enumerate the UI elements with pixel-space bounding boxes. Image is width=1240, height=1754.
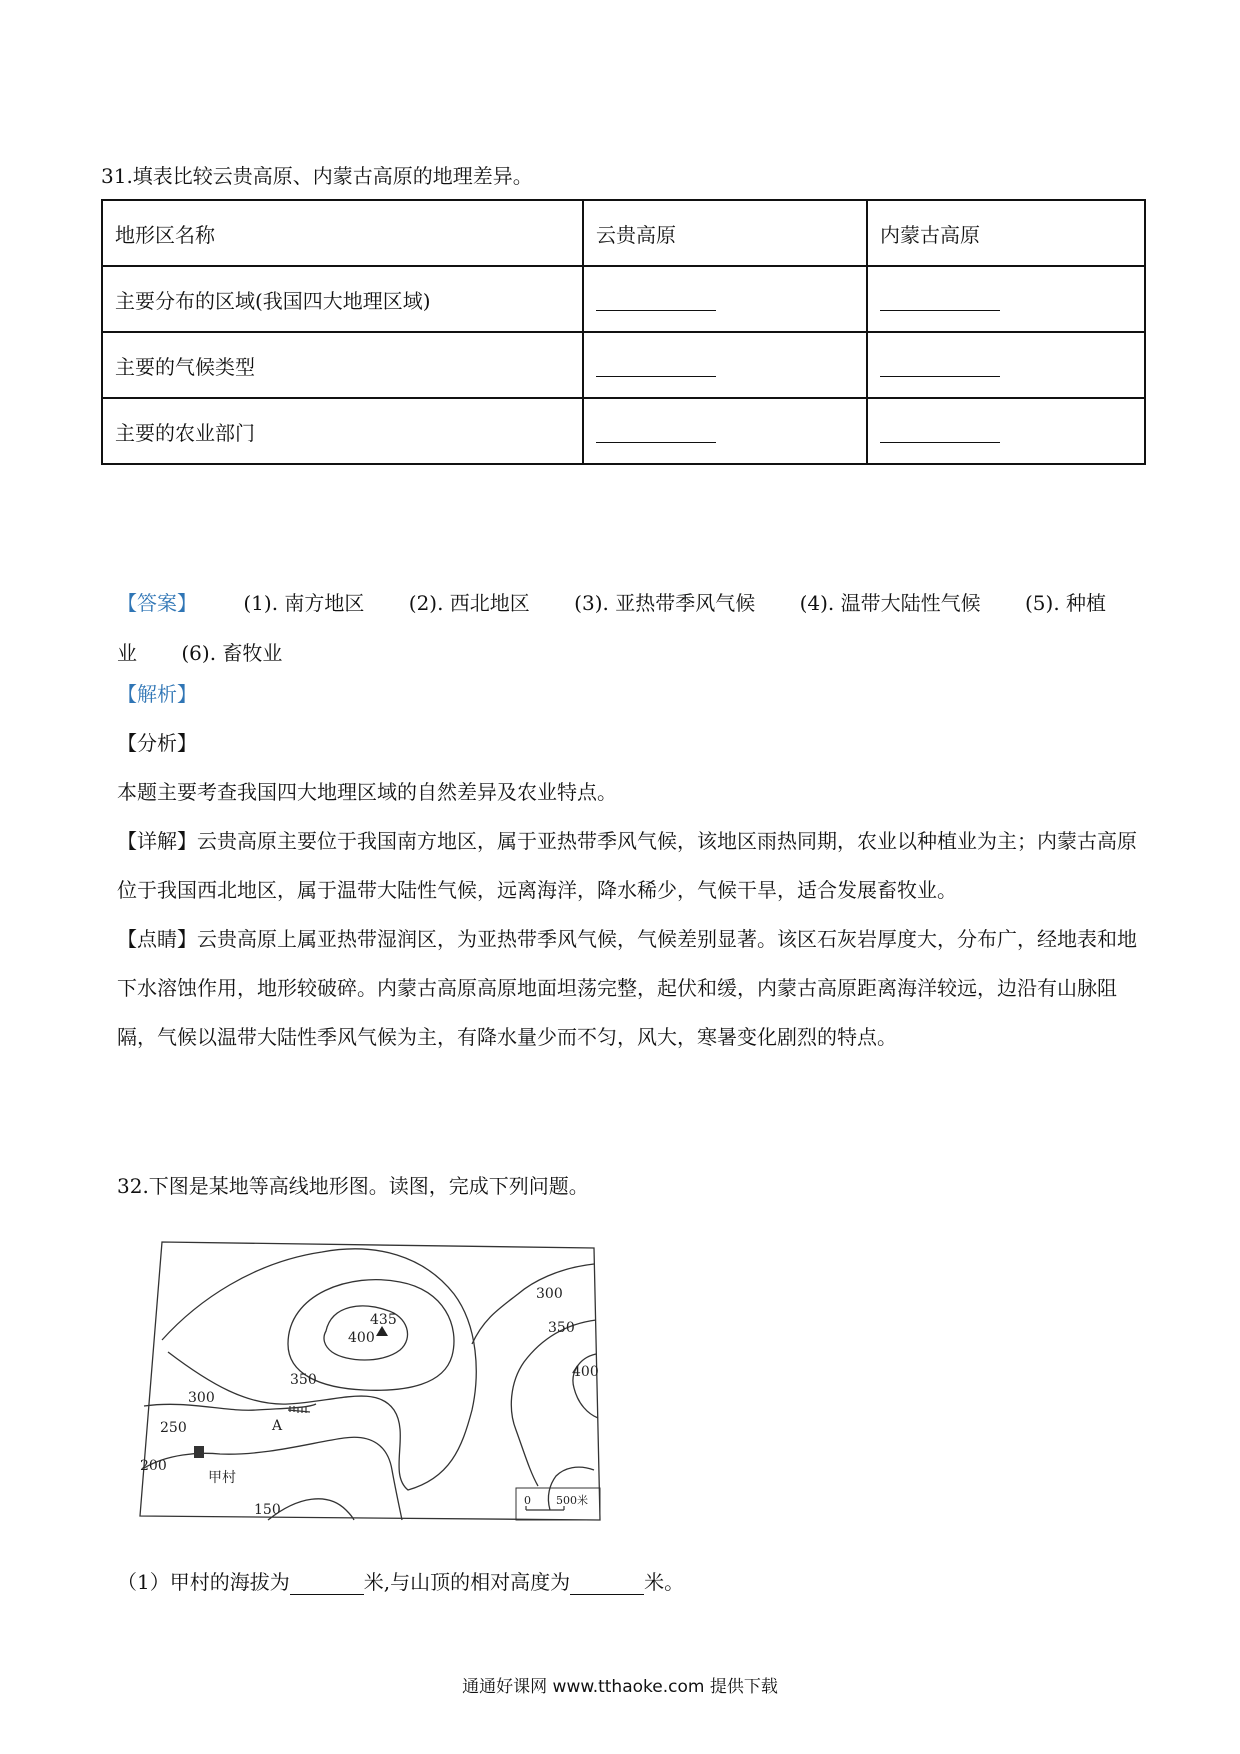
answer-blank-cell[interactable] (867, 332, 1145, 398)
contour-right-300 (472, 1264, 594, 1344)
answer-blank[interactable] (596, 358, 716, 377)
fenxi-label: 【分析】 (117, 731, 197, 755)
label-400: 400 (348, 1330, 375, 1346)
contour-map (138, 1234, 608, 1524)
label-150: 150 (254, 1502, 281, 1518)
answer-blank[interactable] (880, 358, 1000, 377)
q32-sub1 (117, 1566, 684, 1595)
label-right-350: 350 (548, 1320, 575, 1336)
scale-bar (516, 1488, 600, 1520)
fenxi-text: 本题主要考查我国四大地理区域的自然差异及农业特点。 (117, 780, 617, 804)
answer-blank-cell[interactable] (583, 266, 867, 332)
answer-blank-cell[interactable] (867, 398, 1145, 464)
comparison-table (101, 199, 1146, 465)
answer-blank[interactable] (880, 292, 1000, 311)
table-header-cell: 地形区名称 (102, 200, 583, 266)
q31-title: 31.填表比较云贵高原、内蒙古高原的地理差异。 (101, 164, 533, 188)
table-row (102, 266, 1145, 332)
answer-blank[interactable] (880, 424, 1000, 443)
table-header-cell: 内蒙古高原 (867, 200, 1145, 266)
label-village: 甲村 (208, 1470, 236, 1486)
fill-blank[interactable] (290, 1576, 364, 1595)
page-footer: 通通好课网 www.tthaoke.com 提供下载 (462, 1677, 778, 1697)
answer-item: (4). 温带大陆性气候 (799, 591, 981, 615)
label-200: 200 (140, 1458, 167, 1474)
detail-text: 【详解】云贵高原主要位于我国南方地区，属于亚热带季风气候，该地区雨热同期，农业以种植业为主；内蒙古高原位于我国西北地区，属于温带大陆性气候，远离海洋，降水稀少，气候干旱，适合发展畜牧业。 (117, 829, 1137, 902)
label-right-400: 400 (572, 1364, 599, 1380)
answer-blank-cell[interactable] (583, 398, 867, 464)
answer-blank[interactable] (596, 424, 716, 443)
answer-blank-cell[interactable] (583, 332, 867, 398)
analysis-label: 【解析】 (117, 682, 197, 706)
answer-label: 【答案】 (117, 591, 197, 615)
answer-block (117, 578, 1137, 678)
table-row-label: 主要的农业部门 (102, 398, 583, 464)
q32-title: 32.下图是某地等高线地形图。读图，完成下列问题。 (117, 1174, 589, 1198)
label-300: 300 (188, 1390, 215, 1406)
table-row-label: 主要分布的区域(我国四大地理区域) (102, 266, 583, 332)
contour-right-350 (511, 1320, 596, 1486)
answer-item: (1). 南方地区 (243, 591, 365, 615)
answer-blank[interactable] (596, 292, 716, 311)
village-icon (194, 1446, 204, 1458)
answer-item: (6). 畜牧业 (181, 641, 283, 665)
label-peak: 435 (370, 1312, 397, 1328)
answer-item: (2). 西北地区 (408, 591, 530, 615)
sub1-text-a: （1）甲村的海拔为 (117, 1570, 290, 1594)
sub1-text-b: 米,与山顶的相对高度为 (363, 1570, 571, 1594)
table-header-cell: 云贵高原 (583, 200, 867, 266)
label-250: 250 (160, 1420, 187, 1436)
fill-blank[interactable] (570, 1576, 644, 1595)
table-row-label: 主要的气候类型 (102, 332, 583, 398)
table-row (102, 398, 1145, 464)
label-350: 350 (290, 1372, 317, 1388)
label-point-a: A (272, 1418, 283, 1434)
table-row (102, 200, 1145, 266)
scale-zero: 0 (524, 1494, 531, 1507)
dianjing-text: 【点睛】云贵高原上属亚热带湿润区，为亚热带季风气候，气候差别显著。该区石灰岩厚度大，分布广，经地表和地下水溶蚀作用，地形较破碎。内蒙古高原高原地面坦荡完整，起伏和缓，内蒙古高原距离海洋较远，边沿有山脉阻隔，气候以温带大陆性季风气候为主，有降水量少而不匀，风大，寒暑变化剧烈的特点。 (117, 927, 1137, 1049)
answer-blank-cell[interactable] (867, 266, 1145, 332)
table-row (102, 332, 1145, 398)
answer-item: (5). 种植业 (117, 591, 1107, 665)
answer-item: (3). 亚热带季风气候 (574, 591, 756, 615)
sub1-text-c: 米。 (644, 1570, 685, 1594)
scale-distance: 500米 (556, 1494, 588, 1507)
label-right-300: 300 (536, 1286, 563, 1302)
